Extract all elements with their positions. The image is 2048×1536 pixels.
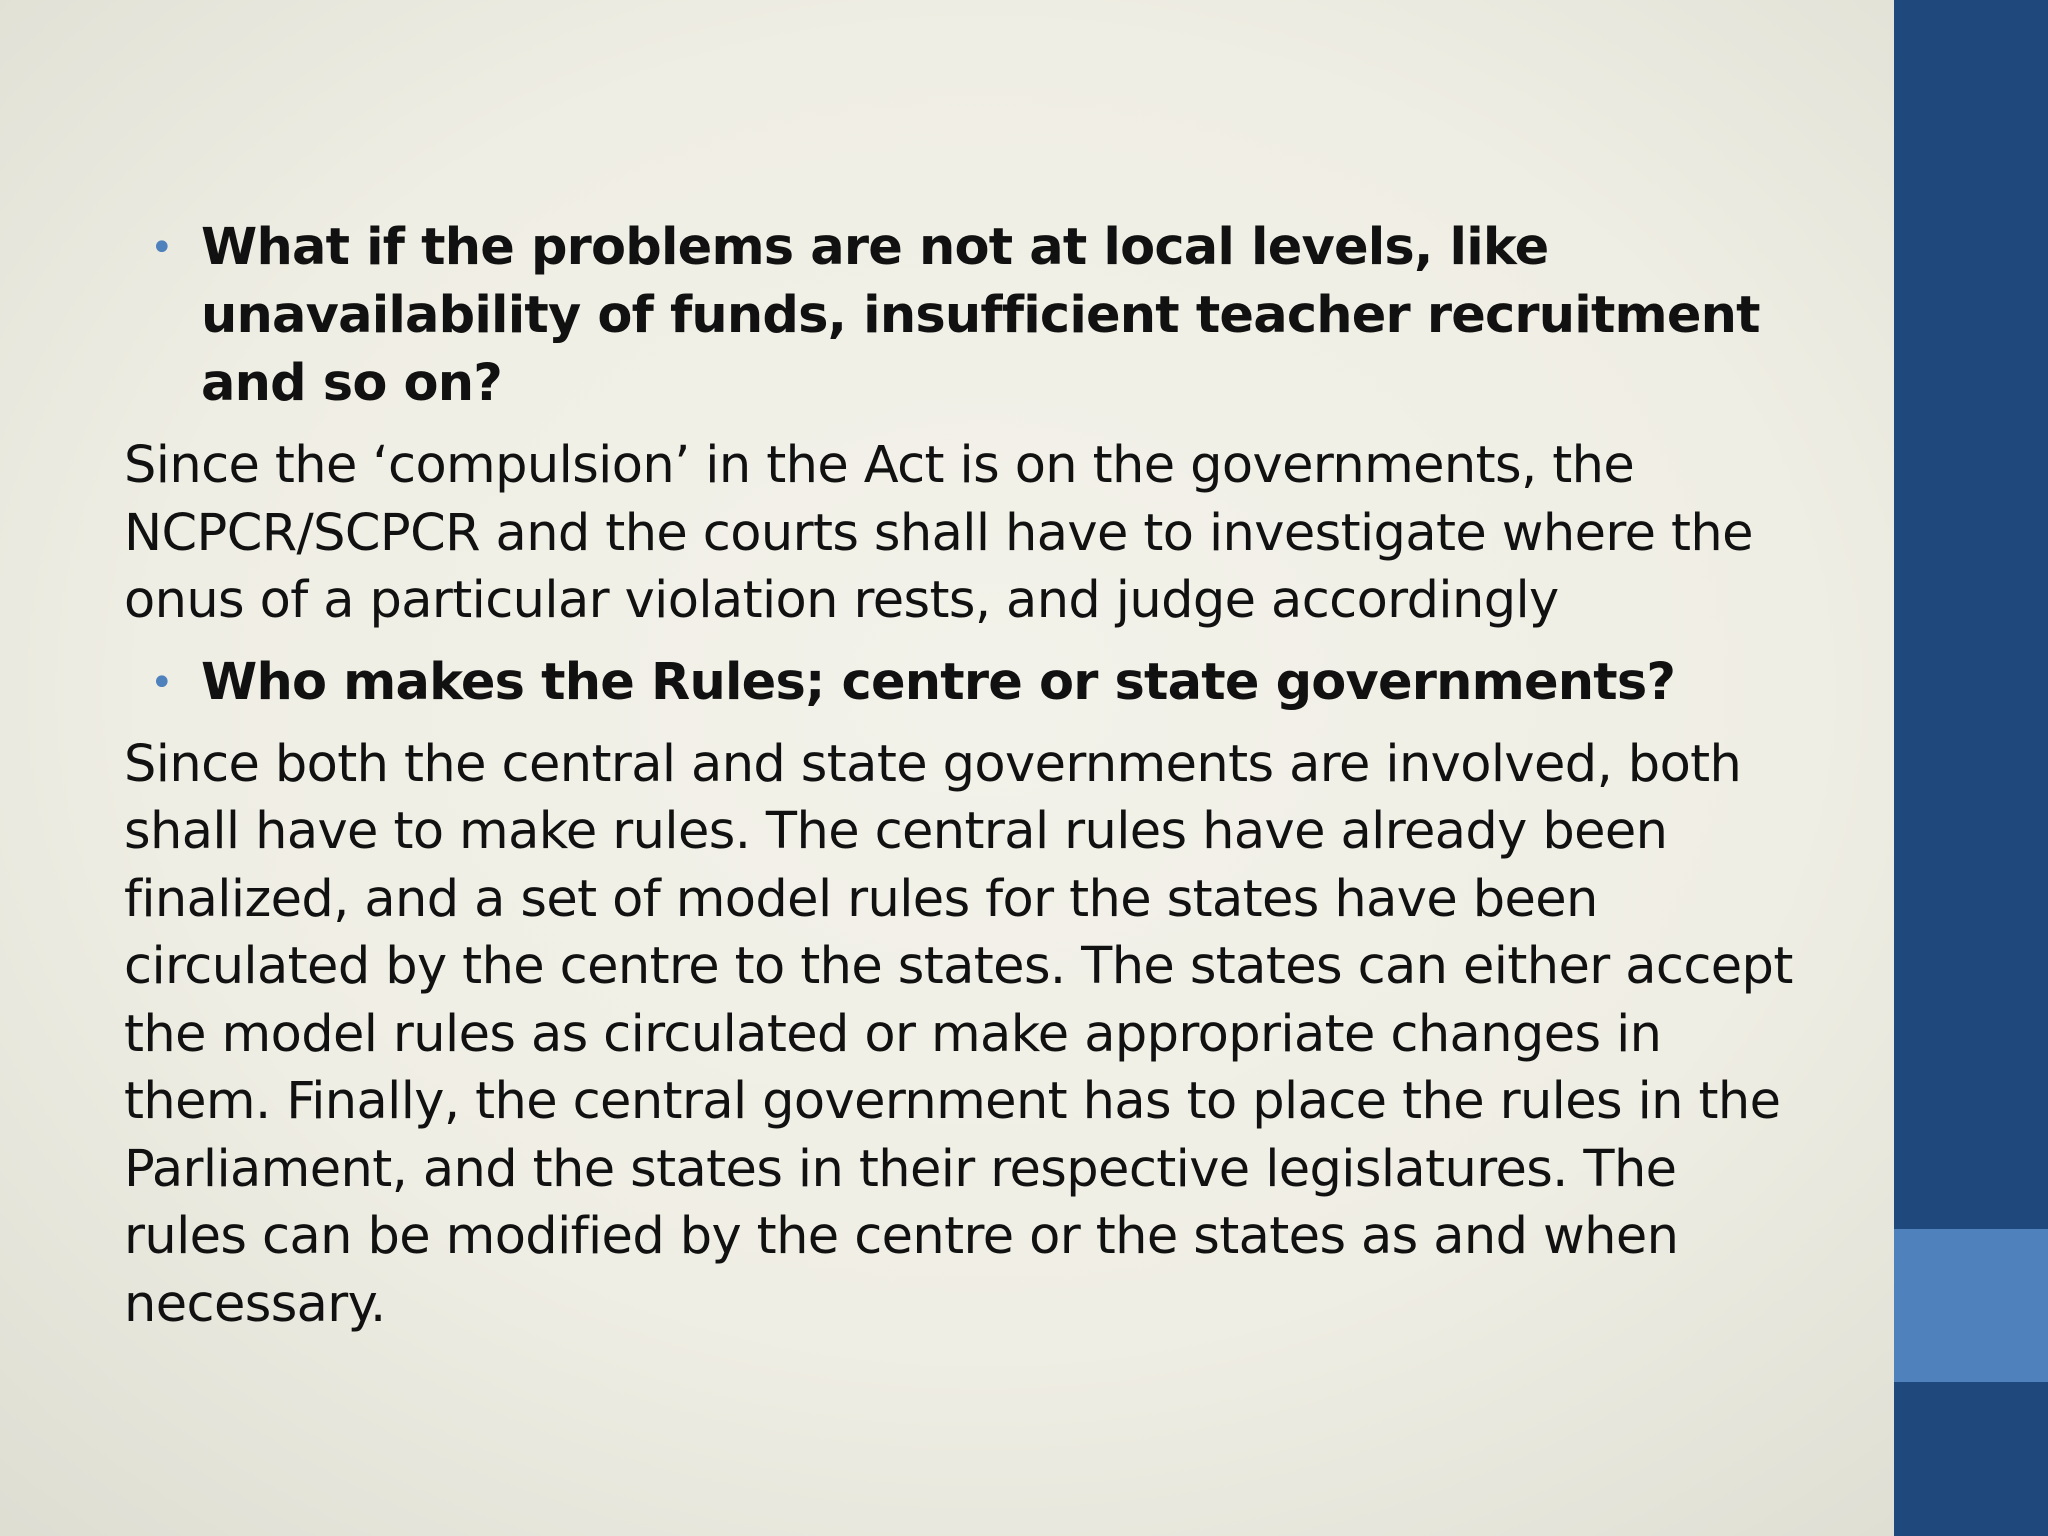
bullet-dot-icon: • xyxy=(150,659,173,706)
bullet-question-rules xyxy=(124,649,1804,717)
bullet-text: What if the problems are not at local levels, like unavailability of funds, insufficient teacher recruitment and so on? xyxy=(201,218,1760,413)
slide-sidebar-accent xyxy=(1894,1229,2048,1382)
answer-paragraph-compulsion: Since the ‘compulsion’ in the Act is on the governments, the NCPCR/SCPCR and the courts shall have to investigate where the onus of a particular violation rests, and judge accordingly xyxy=(124,436,1753,630)
bullet-text: Who makes the Rules; centre or state governments? xyxy=(201,652,1676,712)
slide-content xyxy=(124,214,1804,1352)
bullet-dot-icon: • xyxy=(150,225,173,271)
bullet-question-local-problems xyxy=(124,214,1804,418)
answer-paragraph-rules: Since both the central and state governments are involved, both shall have to make rules. The central rules have already been finalized, and a set of model rules for the states have been circulated by the centre to the states. The states can either accept the model rules as circulated or make appropriate changes in them. Finally, the central government has to place the rules in the Parliament, and the states in their respective legislatures. The rules can be modified by the centre or the states as and when necessary. xyxy=(124,734,1793,1334)
